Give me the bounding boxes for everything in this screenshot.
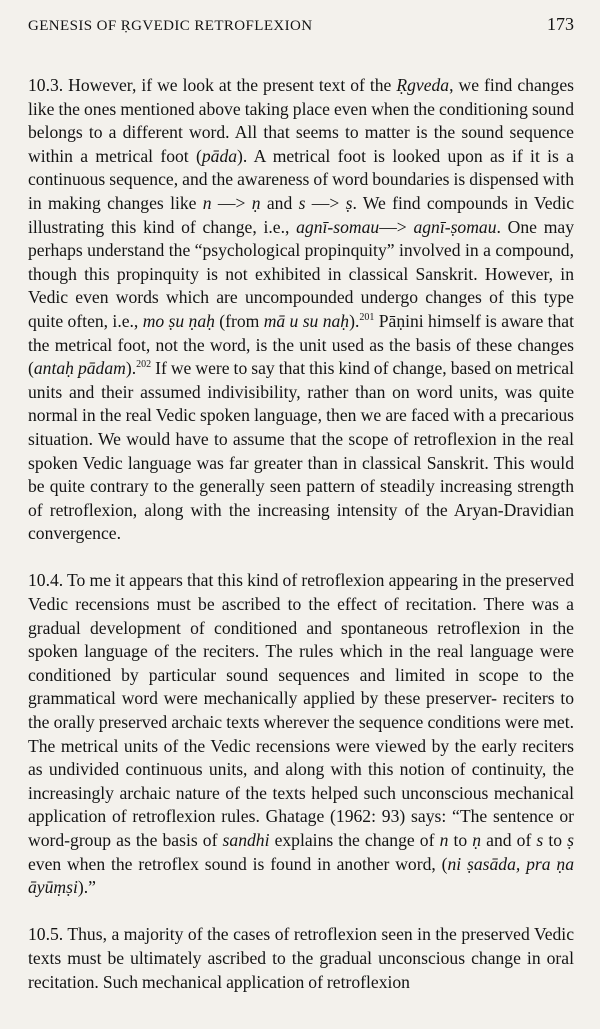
- italic-term: mā u su naḥ: [263, 310, 350, 331]
- text-run: —>: [379, 216, 414, 237]
- text-run: , we find changes like the ones mentioned above taking place even when the conditioning sound belongs to a different word. All that seems to matter is the sound sequence within a metrical foot (: [28, 75, 574, 166]
- italic-term: ni ṣasāda, pra ṇa āyūṃṣi: [28, 853, 574, 898]
- italic-term: ṇ: [251, 192, 261, 213]
- page-body: [28, 74, 574, 994]
- paragraph-10-3: [28, 74, 574, 546]
- italic-term: ṣ: [567, 830, 575, 850]
- footnote-ref: 201: [359, 312, 375, 324]
- italic-term: agnī-ṣomau: [413, 216, 497, 237]
- text-run: ).: [349, 310, 360, 331]
- paragraph-text: [28, 75, 574, 543]
- italic-term: ṇ: [472, 830, 482, 850]
- italic-term: s: [298, 192, 306, 213]
- paragraph-10-4: [28, 569, 574, 899]
- italic-term: agnī-somau: [296, 216, 380, 237]
- italic-term: pāda: [201, 145, 238, 166]
- running-head: GENESIS OF ṚGVEDIC RETROFLEXION: [28, 18, 313, 34]
- paragraph-text: [28, 924, 574, 991]
- italic-term: antaḥ pādam: [33, 358, 126, 379]
- page-header: [28, 14, 574, 38]
- text-run: However, if we look at the present text of the: [63, 75, 397, 95]
- text-run: explains the change of: [269, 830, 440, 850]
- text-run: ).”: [77, 877, 96, 898]
- italic-term: Ṛgveda: [396, 75, 450, 95]
- text-run: Thus, a majority of the cases of retroflexion seen in the preserved Vedic texts must be ultimately ascribed to the gradual unconscious change in oral recitation. Such mechanical application of retroflexion: [28, 924, 574, 992]
- italic-term: ṣ: [345, 192, 353, 213]
- text-run: even when the retroflex sound is found in another word, (: [28, 853, 448, 874]
- footnote-ref: 202: [136, 359, 152, 371]
- text-run: and: [260, 192, 299, 213]
- paragraph-text: [28, 570, 574, 897]
- page-number: 173: [547, 14, 574, 34]
- text-run: . We find compounds in Vedic illustrating this kind of change, i.e.,: [28, 192, 575, 237]
- paragraph-number: 10.4.: [28, 570, 64, 591]
- italic-term: n: [439, 830, 449, 850]
- text-run: —>: [305, 192, 346, 213]
- text-run: —>: [211, 192, 252, 213]
- italic-term: mo ṣu ṇaḥ: [142, 310, 215, 331]
- text-run: . One may perhaps understand the “psychological propinquity” involved in a compound, though this propinquity is not exhibited in classical Sanskrit. However, in Vedic even words which are uncompounded undergo changes of this type quite often, i.e.,: [28, 216, 574, 331]
- paragraph-10-5: [28, 923, 574, 994]
- text-run: and of: [481, 830, 537, 850]
- text-run: to: [543, 830, 568, 850]
- italic-term: s: [536, 830, 544, 850]
- paragraph-number: 10.3.: [28, 75, 64, 95]
- text-run: If we were to say that this kind of change, based on metrical units and their assumed indivisibility, rather than on word units, was quite normal in the real Vedic spoken language, then we are faced with a precarious situation. We would have to assume that the scope of retroflexion in the real spoken Vedic language was far greater than in classical Sanskrit. This would be quite contrary to the generally seen pattern of steadily increasing strength of retroflexion, along with the increasing intensity of the Aryan-Dravidian convergence.: [28, 358, 574, 544]
- text-run: ). A metrical foot is looked upon as if it is a continuous sequence, and the awareness of word boundaries is dispensed with in making changes like: [28, 145, 574, 213]
- paragraph-number: 10.5.: [28, 924, 64, 945]
- text-run: ).: [125, 358, 137, 379]
- text-run: (from: [214, 310, 264, 331]
- text-run: to: [448, 830, 473, 850]
- text-run: Pāṇini himself is aware that the metrical foot, not the word, is the unit used as the basis of these changes (: [28, 310, 574, 379]
- text-run: To me it appears that this kind of retroflexion appearing in the preserved Vedic recensions must be ascribed to the effect of recitation. There was a gradual development of conditioned and spontaneous retroflexion in the spoken language of the reciters. The rules which in the real language were conditioned by particular sound sequences and limited in scope to the grammatical word were mechanically applied by these preserver- reciters to the orally preserved archaic texts wherever the sequence conditions were met. The metrical units of the Vedic recensions were viewed by the early reciters as undivided continuous units, and along with this notion of continuity, the increasingly archaic nature of the texts helped such unconscious mechanical application of retroflexion rules. Ghatage (1962: 93) says: “The sentence or word-group as the basis of: [28, 570, 574, 850]
- italic-term: sandhi: [222, 830, 270, 850]
- italic-term: n: [202, 192, 212, 213]
